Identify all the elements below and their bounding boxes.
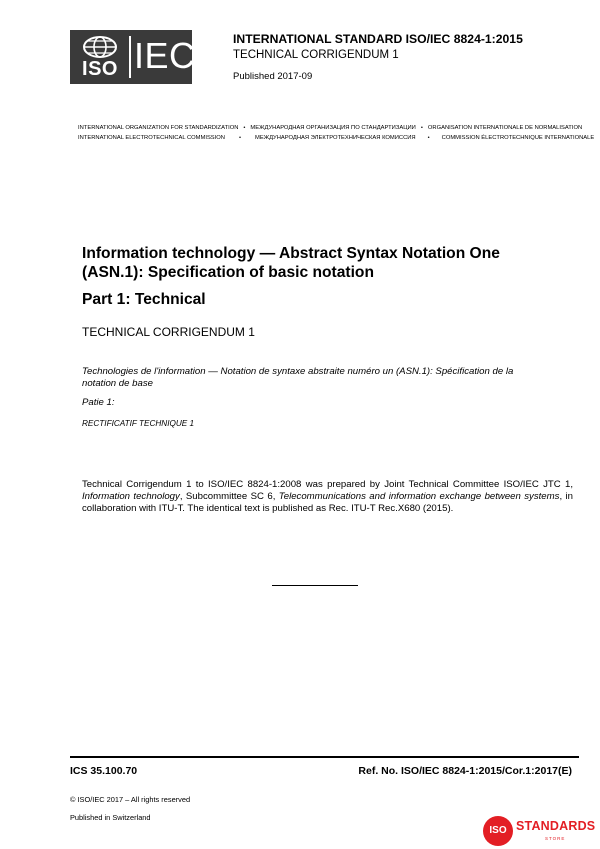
org-name: МЕЖДУНАРОДНАЯ ОРГАНИЗАЦИЯ ПО СТАНДАРТИЗАЦИИ xyxy=(250,125,416,131)
organizations-block xyxy=(78,123,595,143)
globe-icon xyxy=(80,34,120,58)
logo-divider xyxy=(129,36,131,78)
french-title xyxy=(82,366,552,389)
iso-logo-text: ISO xyxy=(82,58,118,80)
org-row-2 xyxy=(78,133,595,143)
corrigendum-label: TECHNICAL CORRIGENDUM 1 xyxy=(82,325,255,339)
org-name: INTERNATIONAL ELECTROTECHNICAL COMMISSION xyxy=(78,135,225,141)
reference-number: Ref. No. ISO/IEC 8824-1:2015/Cor.1:2017(E) xyxy=(358,765,572,777)
org-name: МЕЖДУНАРОДНАЯ ЭЛЕКТРОТЕХНИЧЕСКАЯ КОМИССИЯ xyxy=(255,135,416,141)
published-date: Published 2017-09 xyxy=(233,71,313,82)
iso-standards-store-logo xyxy=(483,814,599,848)
body-text-2: , Subcommittee SC 6, xyxy=(179,491,279,503)
document-title xyxy=(82,244,552,282)
iso-iec-logo xyxy=(70,30,196,84)
org-name: COMMISSION ÉLECTROTECHNIQUE INTERNATIONALE xyxy=(441,135,595,141)
store-word: STANDARDS xyxy=(516,819,596,833)
store-sub: STORE xyxy=(545,836,566,841)
copyright-notice: © ISO/IEC 2017 – All rights reserved xyxy=(70,795,191,804)
standard-subtitle: TECHNICAL CORRIGENDUM 1 xyxy=(233,49,399,61)
body-italic-1: Information technology xyxy=(82,491,180,503)
title-line-2: (ASN.1): Specification of basic notation xyxy=(82,264,374,281)
published-in: Published in Switzerland xyxy=(70,813,151,822)
french-part: Patie 1: xyxy=(82,397,115,408)
org-name: ORGANISATION INTERNATIONALE DE NORMALISATION xyxy=(427,125,583,131)
bullet-separator: • xyxy=(427,135,430,141)
title-line-1: Information technology — Abstract Syntax Notation One xyxy=(82,245,500,262)
bullet-separator: • xyxy=(243,125,246,131)
body-italic-2: Telecommunications and information exchange between systems xyxy=(278,491,560,503)
footer-rule xyxy=(70,756,579,758)
french-title-line-2: notation de base xyxy=(82,377,153,389)
body-text-3: , in collaboration with ITU-T. The identical text is published as Rec. ITU-T Rec.X680 (2015). xyxy=(82,491,573,515)
body-paragraph xyxy=(82,479,573,516)
org-name: INTERNATIONAL ORGANIZATION FOR STANDARDIZATION xyxy=(78,125,239,131)
part-title: Part 1: Technical xyxy=(82,291,206,308)
org-row-1 xyxy=(78,123,583,133)
separator-line xyxy=(272,585,358,586)
body-text-1: Technical Corrigendum 1 to ISO/IEC 8824-1:2008 was prepared by Joint Technical Committee ISO/IEC JTC 1, xyxy=(82,479,573,490)
french-title-line-1: Technologies de l'information — Notation de syntaxe abstraite numéro un (ASN.1): Spécification de la xyxy=(82,366,514,377)
french-corrigendum: RECTIFICATIF TECHNIQUE 1 xyxy=(82,419,195,428)
bullet-separator: • xyxy=(420,125,423,131)
bullet-separator: • xyxy=(238,135,242,141)
ics-code: ICS 35.100.70 xyxy=(70,765,138,777)
iec-logo-text: IEC xyxy=(134,35,196,76)
store-iso-badge: ISO xyxy=(483,816,513,846)
standard-title: INTERNATIONAL STANDARD ISO/IEC 8824-1:2015 xyxy=(233,32,523,46)
